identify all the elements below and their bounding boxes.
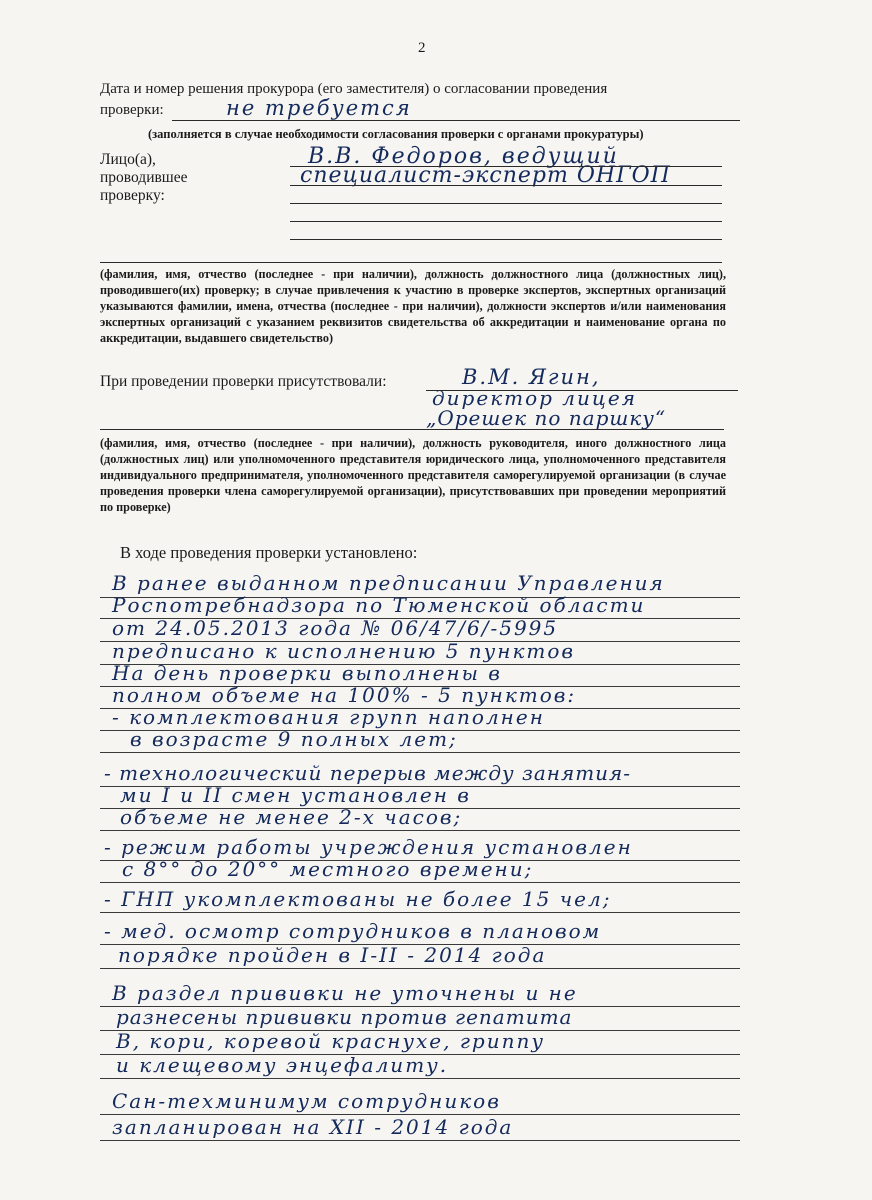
inspector-line-4 — [290, 221, 722, 222]
findings-rule-22 — [100, 1140, 740, 1141]
findings-line-12: - режим работы учреждения установлен — [104, 835, 633, 859]
page-number: 2 — [418, 40, 426, 56]
findings-line-14: - ГНП укомплектованы не более 15 чел; — [104, 887, 612, 911]
inspector-line-5 — [290, 239, 722, 240]
findings-rule-8 — [100, 752, 740, 753]
findings-line-9: - технологический перерыв между занятия- — [104, 761, 632, 785]
findings-line-18: разнесены прививки против гепатита — [116, 1005, 573, 1029]
present-label: При проведении проверки присутствовали: — [100, 373, 387, 390]
inspector-line-2 — [290, 185, 722, 186]
inspector-label-1: Лицо(а), — [100, 151, 156, 168]
inspector-line-3 — [290, 203, 722, 204]
findings-line-15: - мед. осмотр сотрудников в плановом — [104, 919, 602, 943]
findings-rule-14 — [100, 912, 740, 913]
findings-rule-20 — [100, 1078, 740, 1079]
present-handwritten-1: В.М. Ягин, — [462, 365, 601, 389]
inspector-note: (фамилия, имя, отчество (последнее - при наличии), должность должностного лица (должностных лиц), проводившего(их) проверку; в случае привлечения к участию в проверке экспертов, экспертных организаций указываются фамилии, имена, отчества (последнее - при наличии), должности экспертов и/или наименования экспертных организаций с указанием реквизитов свидетельства об аккредитации и наименование органа по аккредитации, выдавшего свидетельство) — [100, 267, 726, 345]
prosecutor-handwritten-value: не требуется — [226, 96, 412, 120]
findings-line-10: ми I и II смен установлен в — [120, 783, 471, 807]
findings-line-8: в возрасте 9 полных лет; — [130, 727, 458, 751]
prosecutor-value-line — [172, 120, 740, 121]
present-line-1 — [426, 390, 738, 391]
findings-rule-11 — [100, 830, 740, 831]
present-handwritten-3: „Орешек по паршку“ — [426, 406, 667, 430]
prosecutor-label-line2: проверки: — [100, 102, 164, 118]
inspector-handwritten-1: В.В. Федоров, ведущий — [308, 144, 619, 169]
findings-rule-13 — [100, 882, 740, 883]
findings-line-20: и клещевому энцефалиту. — [116, 1053, 449, 1077]
inspector-line-1 — [290, 166, 722, 167]
prosecutor-label-line1: Дата и номер решения прокурора (его заместителя) о согласовании проведения — [100, 81, 608, 97]
findings-line-16: порядке пройден в I-II - 2014 года — [118, 943, 547, 967]
inspector-handwritten-2: специалист-эксперт ОНГОП — [300, 163, 671, 188]
findings-rule-16 — [100, 968, 740, 969]
present-note: (фамилия, имя, отчество (последнее - при наличии), должность руководителя, иного должностного лица (должностных лиц) или уполномоченного представителя юридического лица, уполномоченного представителя индивидуального предпринимателя, уполномоченного представителя саморегулируемой организации (в случае проведения проверки члена саморегулируемой организации), присутствовавших при проведении мероприятий по проверке) — [100, 436, 726, 514]
inspector-label-2: проводившее — [100, 169, 188, 186]
findings-line-21: Сан-техминимум сотрудников — [112, 1089, 501, 1113]
findings-line-2: Роспотребнадзора по Тюменской области — [112, 593, 646, 617]
findings-line-4: предписано к исполнению 5 пунктов — [112, 639, 576, 663]
present-line-2 — [100, 429, 724, 430]
prosecutor-note: (заполняется в случае необходимости согласования проверки с органами прокуратуры) — [148, 127, 644, 141]
findings-line-17: В раздел прививки не уточнены и не — [112, 981, 578, 1005]
findings-heading: В ходе проведения проверки установлено: — [120, 543, 418, 562]
findings-line-13: с 8°° до 20°° местного времени; — [122, 857, 534, 881]
findings-line-5: На день проверки выполнены в — [112, 661, 502, 685]
findings-line-7: - комплектования групп наполнен — [112, 705, 545, 729]
inspector-label-3: проверку: — [100, 187, 165, 204]
findings-line-3: от 24.05.2013 года № 06/47/6/-5995 — [112, 616, 559, 640]
present-handwritten-2: директор лицея — [432, 386, 637, 410]
findings-line-11: объеме не менее 2-х часов; — [120, 805, 463, 829]
findings-line-6: полном объеме на 100% - 5 пунктов: — [112, 683, 577, 707]
findings-line-19: В, кори, коревой краснухе, гриппу — [116, 1029, 545, 1053]
inspector-line-6 — [100, 262, 722, 263]
findings-line-1: В ранее выданном предписании Управления — [112, 571, 665, 595]
findings-line-22: запланирован на XII - 2014 года — [112, 1115, 514, 1139]
